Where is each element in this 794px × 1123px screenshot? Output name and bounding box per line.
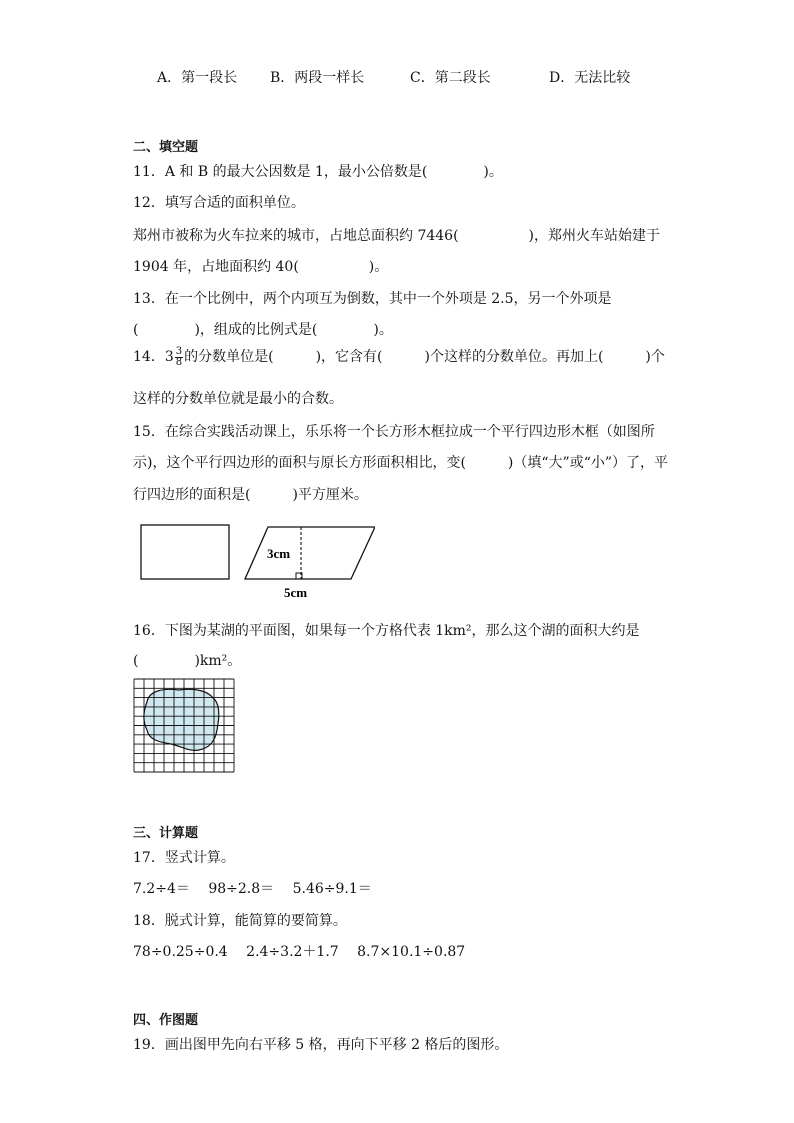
base-label: 5cm: [284, 585, 308, 600]
parallelogram-figure: [245, 527, 375, 579]
option-b: B．两段一样长: [270, 70, 365, 86]
question-18-title: 18．脱式计算，能简算的要简算。: [133, 913, 347, 929]
rectangle-parallelogram-figure: [135, 520, 375, 602]
lake-shape: [144, 689, 219, 750]
option-c: C．第二段长: [410, 70, 491, 86]
question-14-line2: 这样的分数单位就是最小的合数。: [133, 391, 343, 407]
question-12-line1: 郑州市被称为火车拉来的城市，占地总面积约 7446( )，郑州火车站始建于: [133, 228, 661, 244]
section-heading-drawing: 四、作图题: [133, 1013, 199, 1028]
question-13-line2: ( )，组成的比例式是( )。: [133, 322, 393, 338]
lake-grid-figure: [133, 678, 237, 774]
rectangle-figure: [141, 525, 229, 579]
question-16-line2: ( )km²。: [133, 653, 242, 669]
mixed-number-whole: 3: [164, 349, 174, 365]
fraction-numerator: 3: [175, 345, 183, 357]
question-14-line1: [133, 346, 665, 368]
fraction-denominator: 8: [175, 356, 183, 368]
question-17-title: 17．竖式计算。: [133, 850, 235, 866]
option-d: D．无法比较: [549, 70, 631, 86]
question-12-title: 12．填写合适的面积单位。: [133, 195, 305, 211]
question-14-text: 的分数单位是( )，它含有( )个这样的分数单位。再加上( )个: [184, 349, 665, 365]
fraction: [175, 347, 183, 368]
question-13-line1: 13．在一个比例中，两个内项互为倒数，其中一个外项是 2.5，另一个外项是: [133, 291, 612, 307]
section-heading-fill-blank: 二、填空题: [133, 140, 199, 155]
question-17-items: 7.2÷4＝ 98÷2.8＝ 5.46÷9.1＝: [133, 881, 372, 897]
option-a: A．第一段长: [157, 70, 238, 86]
height-label: 3cm: [267, 546, 291, 561]
question-15-line1: 15．在综合实践活动课上，乐乐将一个长方形木框拉成一个平行四边形木框（如图所: [133, 424, 655, 440]
question-11: 11．A 和 B 的最大公因数是 1，最小公倍数是( )。: [133, 164, 503, 180]
section-heading-calculation: 三、计算题: [133, 826, 199, 841]
question-19: 19．画出图甲先向右平移 5 格，再向下平移 2 格后的图形。: [133, 1037, 509, 1053]
grid-lines: [134, 679, 234, 772]
question-12-line2: 1904 年，占地面积约 40( )。: [133, 259, 389, 275]
question-16-line1: 16．下图为某湖的平面图，如果每一个方格代表 1km²，那么这个湖的面积大约是: [133, 623, 640, 639]
question-18-items: 78÷0.25÷0.4 2.4÷3.2＋1.7 8.7×10.1÷0.87: [133, 944, 466, 960]
question-15-line2: 示)，这个平行四边形的面积与原长方形面积相比，变( )（填“大”或“小”）了，平: [133, 455, 669, 471]
question-14-prefix: 14．: [133, 349, 165, 365]
question-15-line3: 行四边形的面积是( )平方厘米。: [133, 487, 368, 503]
